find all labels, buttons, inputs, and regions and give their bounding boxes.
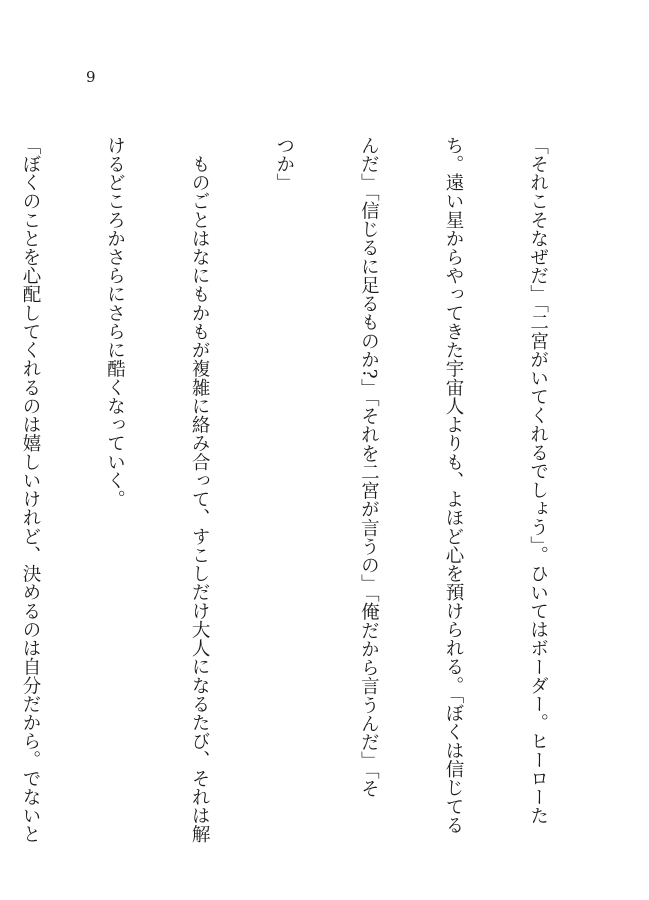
body-text <box>19 136 608 844</box>
text-line: 「それこそなぜだ」「二宮がいてくれるでしょう」。ひいてはボーダー。ヒーローた <box>527 136 549 826</box>
page-number: 9 <box>86 68 96 86</box>
text-line: 「ぼくのことを心配してくれるのは嬉しいけれど、決めるのは自分だから。でないと <box>19 136 41 844</box>
text-line: んだ」「信じるに足るものか?」「それを二宮が言うの」「俺だから言うんだ」「そ <box>358 136 380 798</box>
text-line: ものごとはなにもかもが複雑に絡み合って、すこしだけ大人になるたび、それは解 <box>189 136 211 844</box>
text-line: つか」 <box>273 136 295 192</box>
text-line: けるどころかさらにさらに酷くなっていく。 <box>104 136 126 509</box>
text-line: ち。遠い星からやってきた宇宙人よりも、よほど心を預けられる。「ぼくは信じてる <box>442 136 464 835</box>
